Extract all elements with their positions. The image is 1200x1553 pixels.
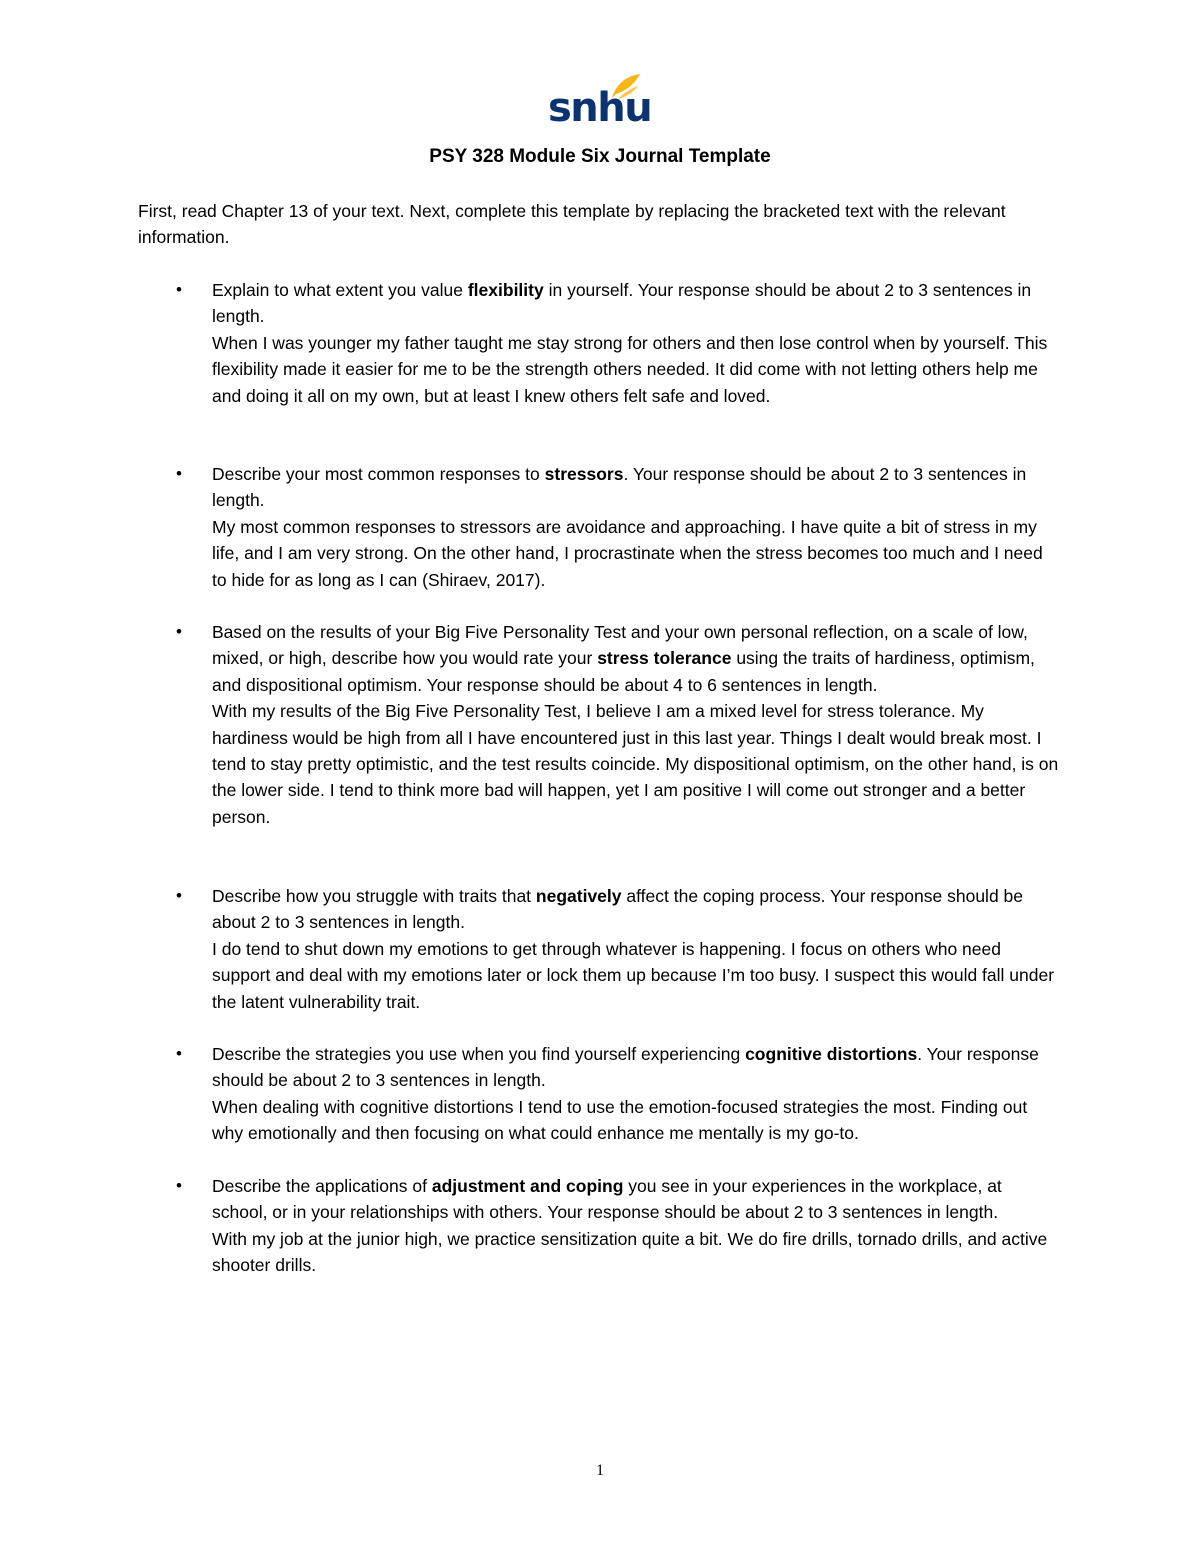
page-number: 1 bbox=[596, 1462, 604, 1479]
snhu-logo bbox=[548, 72, 652, 134]
bullet-icon: • bbox=[176, 464, 182, 483]
prompt-text: Explain to what extent you value bbox=[212, 280, 468, 300]
journal-item bbox=[176, 277, 1062, 409]
prompt-text: Based on the results of your Big Five Personality Test and your own personal reflection, on a scale of low, mixed, or high, describe how you would rate your bbox=[212, 622, 1028, 669]
prompt-keyword: cognitive distortions bbox=[745, 1044, 918, 1064]
prompt-text: Describe how you struggle with traits that bbox=[212, 886, 536, 906]
answer-text: With my results of the Big Five Personality Test, I believe I am a mixed level for stress tolerance. My hardiness would be high from all I have encountered just in this last year. Things I dealt would break most. I tend to stay pretty optimistic, and the test results coincide. My dispositional optimism, on the other hand, is on the lower side. I tend to think more bad will happen, yet I am positive I will come out stronger and a better person. bbox=[212, 701, 1059, 827]
prompt-text: in yourself. Your response should be about 2 to 3 sentences in length. bbox=[212, 280, 1032, 327]
bullet-icon: • bbox=[176, 280, 182, 299]
prompt-text: . Your response should be about 2 to 3 sentences in length. bbox=[212, 1044, 1039, 1091]
intro-paragraph: First, read Chapter 13 of your text. Next, complete this template by replacing the bracketed text with the relevant information. bbox=[138, 201, 1006, 248]
answer-text: I do tend to shut down my emotions to get through whatever is happening. I focus on others who need support and deal with my emotions later or lock them up because I’m too busy. I suspect this would fall under the latent vulnerability trait. bbox=[212, 938, 1055, 1012]
bullet-icon: • bbox=[176, 622, 182, 641]
answer-text: With my job at the junior high, we practice sensitization quite a bit. We do fire drills, tornado drills, and active shooter drills. bbox=[212, 1228, 1048, 1276]
answer-text: My most common responses to stressors are avoidance and approaching. I have quite a bit of stress in my life, and I am very strong. On the other hand, I procrastinate when the stress becomes too much and I need to hide for as long as I can (Shiraev, 2017). bbox=[212, 516, 1043, 590]
document-title: PSY 328 Module Six Journal Template bbox=[429, 146, 771, 167]
journal-item bbox=[176, 461, 1062, 593]
prompt-text: affect the coping process. Your response should be about 2 to 3 sentences in length. bbox=[212, 886, 1023, 933]
answer-text: When dealing with cognitive distortions I tend to use the emotion-focused strategies the most. Finding out why emotionally and then focusing on what could enhance me mentally is my go-to. bbox=[212, 1096, 1028, 1144]
prompt-keyword: stressors bbox=[544, 464, 624, 484]
prompt-text: you see in your experiences in the workplace, at school, or in your relationships with others. Your response should be about 2 to 3 sentences in length. bbox=[212, 1176, 1002, 1223]
bullet-icon: • bbox=[176, 886, 182, 905]
logo-text: snhu bbox=[548, 85, 652, 131]
prompt-text: using the traits of hardiness, optimism, and dispositional optimism. Your response should be about 4 to 6 sentences in length. bbox=[212, 648, 1035, 695]
prompt-text: . Your response should be about 2 to 3 sentences in length. bbox=[212, 464, 1027, 511]
journal-item bbox=[176, 883, 1062, 1015]
journal-item bbox=[176, 1041, 1062, 1147]
prompt-keyword: adjustment and coping bbox=[431, 1176, 624, 1196]
prompt-keyword: negatively bbox=[535, 886, 622, 906]
journal-item bbox=[176, 619, 1062, 830]
bullet-icon: • bbox=[176, 1044, 182, 1063]
prompt-text: Describe your most common responses to bbox=[212, 464, 545, 484]
bullet-icon: • bbox=[176, 1176, 182, 1195]
prompt-text: Describe the applications of bbox=[212, 1176, 432, 1196]
prompt-text: Describe the strategies you use when you find yourself experiencing bbox=[212, 1044, 746, 1064]
prompt-keyword: stress tolerance bbox=[597, 648, 732, 669]
answer-text: When I was younger my father taught me stay strong for others and then lose control when by yourself. This flexibility made it easier for me to be the strength others needed. It did come with not letting others help me and doing it all on my own, but at least I knew others felt safe and loved. bbox=[212, 332, 1048, 406]
journal-item bbox=[176, 1173, 1062, 1279]
prompt-keyword: flexibility bbox=[467, 280, 544, 300]
